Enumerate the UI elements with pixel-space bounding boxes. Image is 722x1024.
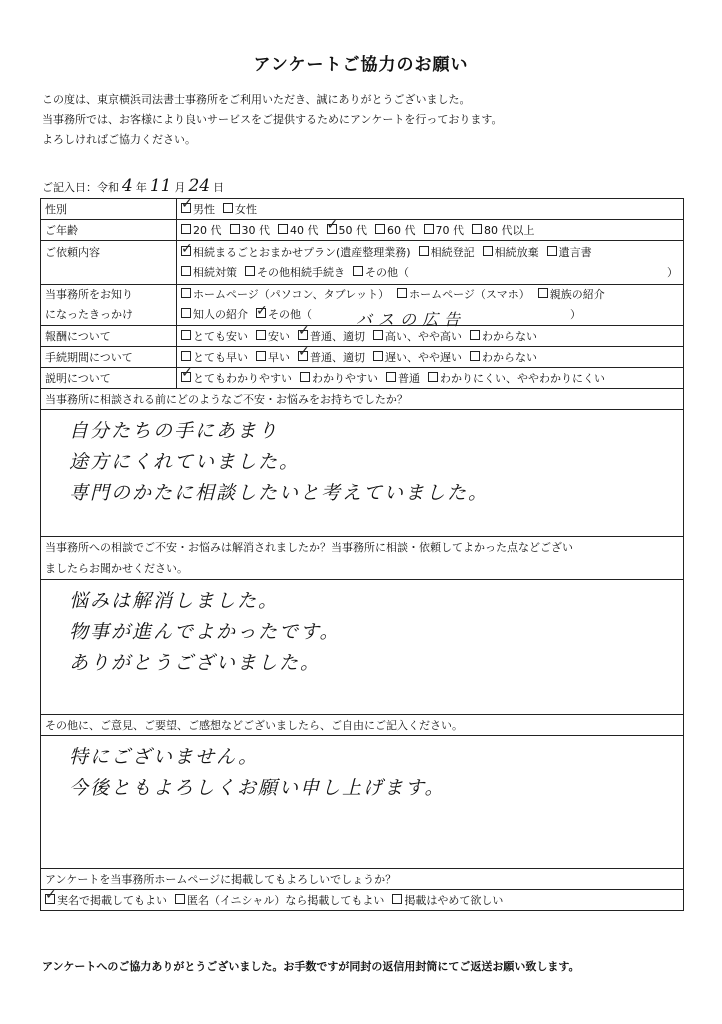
label-period: 手続期間について [41, 347, 177, 368]
page-title: アンケートご協力のお願い [253, 55, 469, 75]
checkbox-option[interactable] [181, 328, 248, 344]
checkbox-label: 70 代 [435, 224, 464, 237]
checkbox-label: 相続登記 [430, 245, 475, 259]
checkbox-label: ホームページ（スマホ） [409, 288, 530, 301]
checkbox-option[interactable] [472, 222, 535, 238]
checkbox-option[interactable] [181, 222, 222, 238]
checkbox-label: 50 代 [338, 224, 367, 237]
options-age [177, 220, 684, 241]
source-line2-options [181, 308, 320, 321]
checkbox-label: わかりにくい、ややわかりにくい [440, 372, 605, 385]
checkbox-icon[interactable] [175, 894, 185, 904]
checkbox-label: 普通、適切 [310, 351, 365, 364]
q3-answer[interactable] [41, 736, 684, 869]
q1-answer-line: 専門のかたに相談したいと考えていました。 [69, 482, 490, 504]
checkbox-label: 早い [268, 351, 290, 364]
q2-answer-line: 悩みは解消しました。 [69, 590, 280, 612]
checkbox-option[interactable] [181, 285, 389, 305]
q2-answer-line: ありがとうございました。 [69, 652, 322, 674]
date-day[interactable]: 24 [188, 176, 211, 196]
checkbox-label: 高い、やや高い [385, 330, 462, 343]
entry-date [42, 176, 224, 196]
checkbox-option[interactable] [419, 243, 475, 263]
checkbox-label: 遺言書 [558, 245, 592, 259]
q1-answer-line: 自分たちの手にあまり [69, 420, 280, 442]
checkbox-option[interactable] [245, 263, 345, 283]
q2-question-line1: 当事務所への相談でご不安・お悩みは解消されましたか？当事務所に相談・依頼してよかった点などござい [45, 541, 573, 554]
label-source [41, 285, 177, 326]
checkbox-option[interactable] [181, 370, 292, 386]
options-explain [177, 368, 684, 389]
date-month[interactable]: 11 [149, 176, 172, 196]
label-request: ご依頼内容 [41, 241, 177, 285]
checkbox-label: 相続対策 [193, 265, 237, 279]
checkbox-option[interactable] [327, 222, 368, 238]
checkbox-label: ホームページ（パソコン、タブレット） [193, 288, 390, 301]
checkbox-option[interactable] [470, 328, 537, 344]
q2-question-line2: ましたらお聞かせください。 [45, 562, 188, 575]
date-year-unit: 年 [135, 181, 147, 194]
label-fee: 報酬について [41, 326, 177, 347]
checkbox-icon[interactable] [181, 288, 191, 298]
intro-line: この度は、東京横浜司法書士事務所をご利用いただき、誠にありがとうございました。 [42, 93, 471, 106]
checkbox-icon[interactable] [300, 372, 310, 382]
checkbox-checked-icon[interactable] [298, 330, 308, 340]
row-request [41, 241, 684, 285]
checkbox-icon[interactable] [181, 351, 191, 361]
options-request [177, 241, 684, 285]
checkbox-option[interactable] [256, 349, 290, 365]
q2-answer-row [41, 580, 684, 715]
checkbox-option[interactable] [181, 201, 215, 217]
row-source [41, 285, 684, 326]
checkbox-label: 相続まるごとおまかせプラン(遺産整理業務) [193, 245, 411, 259]
checkbox-label: その他相続手続き [257, 265, 345, 279]
checkbox-option[interactable] [223, 201, 257, 217]
q2-answer-line: 物事が進んでよかったです。 [69, 621, 341, 643]
request-line2 [181, 263, 679, 283]
checkbox-option[interactable] [278, 222, 319, 238]
checkbox-label: その他（ [268, 308, 312, 321]
options-gender [177, 199, 684, 220]
options-period [177, 347, 684, 368]
checkbox-option[interactable] [375, 222, 416, 238]
checkbox-icon[interactable] [472, 224, 482, 234]
row-explain [41, 368, 684, 389]
checkbox-icon[interactable] [223, 203, 233, 213]
label-source-line1: 当事務所をお知り [45, 288, 133, 301]
checkbox-label: わからない [482, 351, 537, 364]
source-other-text: バスの広告 [356, 310, 467, 329]
checkbox-option[interactable] [428, 370, 605, 386]
label-explain: 説明について [41, 368, 177, 389]
checkbox-icon[interactable] [245, 266, 255, 276]
q4-options [41, 890, 684, 911]
q2-answer[interactable] [41, 580, 684, 715]
checkbox-icon[interactable] [397, 288, 407, 298]
q1-question-row [41, 389, 684, 410]
checkbox-label: 20 代 [193, 224, 222, 237]
checkbox-checked-icon[interactable] [298, 351, 308, 361]
checkbox-label: 30 代 [241, 224, 270, 237]
checkbox-icon[interactable] [256, 351, 266, 361]
intro-line: 当事務所では、お客様により良いサービスをご提供するためにアンケートを行っております。 [42, 113, 503, 126]
checkbox-label: 相続放棄 [494, 245, 539, 259]
footer-thanks: アンケートへのご協力ありがとうございました。お手数ですが同封の返信用封筒にてご返送お願い致します。 [42, 960, 580, 973]
checkbox-icon[interactable] [230, 224, 240, 234]
label-gender: 性別 [41, 199, 177, 220]
checkbox-checked-icon[interactable] [45, 894, 55, 904]
date-label: ご記入日：令和 [42, 181, 119, 194]
intro-text [42, 90, 502, 150]
checkbox-option[interactable] [298, 328, 365, 344]
checkbox-label: とてもわかりやすい [193, 372, 292, 385]
checkbox-label: 掲載はやめて欲しい [404, 894, 504, 907]
q4-question-row [41, 869, 684, 890]
checkbox-label: 遅い、やや遅い [385, 351, 462, 364]
checkbox-icon[interactable] [181, 266, 191, 276]
checkbox-label: 男性 [193, 203, 215, 216]
checkbox-icon[interactable] [547, 246, 557, 256]
checkbox-icon[interactable] [419, 246, 429, 256]
date-year[interactable]: 4 [122, 176, 133, 196]
checkbox-option[interactable] [424, 222, 465, 238]
q3-question-row [41, 715, 684, 736]
q3-answer-line: 今後ともよろしくお願い申し上げます。 [69, 777, 446, 799]
checkbox-icon[interactable] [256, 330, 266, 340]
checkbox-icon[interactable] [278, 224, 288, 234]
q4-question: アンケートを当事務所ホームページに掲載してもよろしいでしょうか？ [41, 869, 684, 890]
q1-answer[interactable] [41, 410, 684, 537]
q1-question: 当事務所に相談される前にどのようなご不安・お悩みをお持ちでしたか？ [41, 389, 684, 410]
survey-table [40, 198, 684, 911]
q3-answer-line: 特にございません。 [69, 746, 260, 768]
request-close: ） [667, 265, 678, 279]
checkbox-checked-icon[interactable] [256, 308, 266, 318]
checkbox-icon[interactable] [375, 224, 385, 234]
checkbox-option[interactable] [353, 263, 409, 283]
intro-line: よろしければご協力ください。 [42, 133, 196, 146]
checkbox-label: わからない [482, 330, 537, 343]
q1-answer-line: 途方にくれていました。 [69, 451, 301, 473]
q4-options-row [41, 890, 684, 911]
row-age [41, 220, 684, 241]
checkbox-label: 普通 [398, 372, 420, 385]
checkbox-icon[interactable] [181, 330, 191, 340]
checkbox-label: 60 代 [387, 224, 416, 237]
checkbox-checked-icon[interactable] [327, 224, 337, 234]
checkbox-label: わかりやすい [312, 372, 378, 385]
q1-answer-row [41, 410, 684, 537]
checkbox-option[interactable] [538, 285, 605, 305]
checkbox-option[interactable] [45, 892, 167, 908]
checkbox-icon[interactable] [470, 330, 480, 340]
checkbox-label: とても早い [193, 351, 248, 364]
checkbox-icon[interactable] [470, 351, 480, 361]
q2-question-row [41, 537, 684, 580]
checkbox-option[interactable] [392, 892, 503, 908]
checkbox-checked-icon[interactable] [181, 203, 191, 213]
checkbox-label: その他（ [365, 265, 409, 279]
checkbox-icon[interactable] [181, 224, 191, 234]
q3-question: その他に、ご意見、ご要望、ご感想などございましたら、ご自由にご記入ください。 [41, 715, 684, 736]
checkbox-label: 普通、適切 [310, 330, 365, 343]
checkbox-label: とても安い [193, 330, 248, 343]
checkbox-label: 安い [268, 330, 290, 343]
checkbox-label: 親族の紹介 [549, 288, 605, 301]
label-source-line2: になったきっかけ [45, 308, 133, 321]
checkbox-checked-icon[interactable] [181, 246, 191, 256]
checkbox-icon[interactable] [428, 372, 438, 382]
checkbox-label: 実名で掲載してもよい [57, 894, 167, 907]
checkbox-icon[interactable] [181, 308, 191, 318]
checkbox-option[interactable] [181, 243, 411, 263]
checkbox-label: 知人の紹介 [193, 308, 248, 321]
checkbox-option[interactable] [181, 263, 237, 283]
checkbox-option[interactable] [230, 222, 271, 238]
checkbox-option[interactable] [175, 892, 384, 908]
checkbox-icon[interactable] [373, 330, 383, 340]
request-line2-options [181, 266, 417, 279]
row-period [41, 347, 684, 368]
checkbox-label: 80 代以上 [484, 224, 535, 237]
q3-answer-row [41, 736, 684, 869]
checkbox-icon[interactable] [392, 894, 402, 904]
checkbox-label: 女性 [235, 203, 257, 216]
checkbox-option[interactable] [373, 349, 462, 365]
checkbox-option[interactable] [256, 305, 312, 325]
checkbox-icon[interactable] [353, 266, 363, 276]
checkbox-option[interactable] [483, 243, 539, 263]
checkbox-checked-icon[interactable] [181, 372, 191, 382]
options-source [177, 285, 684, 329]
date-month-unit: 月 [174, 181, 186, 194]
checkbox-icon[interactable] [538, 288, 548, 298]
row-gender [41, 199, 684, 220]
checkbox-icon[interactable] [373, 351, 383, 361]
q2-question [41, 537, 684, 580]
checkbox-option[interactable] [470, 349, 537, 365]
checkbox-icon[interactable] [424, 224, 434, 234]
date-day-unit: 日 [213, 181, 225, 194]
checkbox-icon[interactable] [386, 372, 396, 382]
checkbox-label: 匿名（イニシャル）なら掲載してもよい [187, 894, 385, 907]
checkbox-option[interactable] [397, 285, 530, 305]
label-age: ご年齢 [41, 220, 177, 241]
checkbox-option[interactable] [181, 349, 248, 365]
checkbox-option[interactable] [373, 328, 462, 344]
checkbox-option[interactable] [386, 370, 420, 386]
checkbox-option[interactable] [300, 370, 378, 386]
checkbox-icon[interactable] [483, 246, 493, 256]
checkbox-label: 40 代 [290, 224, 319, 237]
checkbox-option[interactable] [547, 243, 592, 263]
source-close: ） [570, 308, 581, 321]
checkbox-option[interactable] [181, 305, 248, 325]
source-line2 [181, 305, 679, 329]
request-line1 [181, 243, 679, 263]
checkbox-option[interactable] [298, 349, 365, 365]
checkbox-option[interactable] [256, 328, 290, 344]
